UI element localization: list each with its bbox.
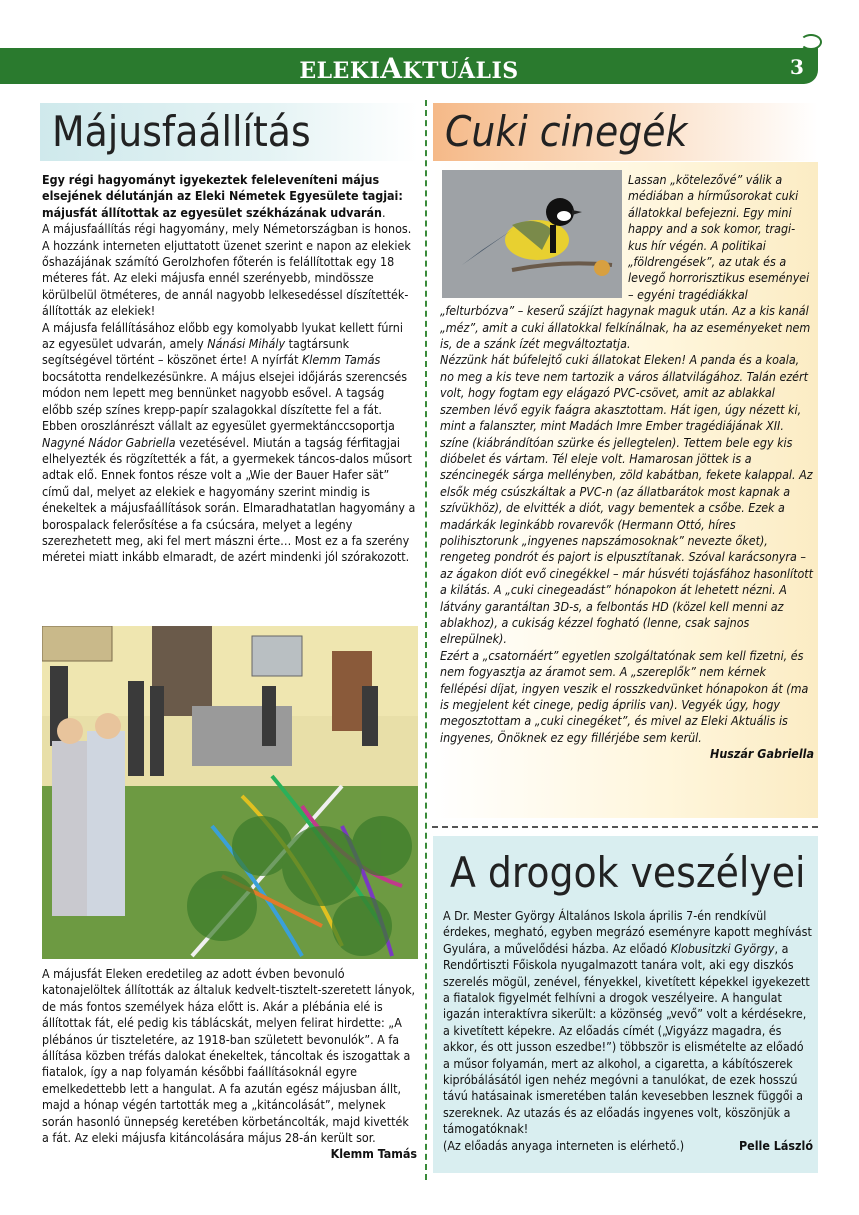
majusfa-lead: Egy régi hagyományt igyekeztek feleleveníteni május elsejének délutánján az Eleki Németek Egyesülete tagjai: májusfát állítottak az egyesület székházának udvarán bbox=[42, 172, 403, 220]
cinege-paragraph-2: Nézzünk hát búfelejtő cuki állatokat Eleken! A panda és a koala, no meg a kis teve nem tartozik a város állatvilágához. Talán ezért volt, hogy fogtam egy elágazó PVC-csövet, amit az ablakkal szemben lévő egyik faágra akasztottam. Hát igen, úgy nézett ki, mint a falanszter, mint Madách Imre Ember tragédiájának XII. színe (kiábrándítóan szürke és jellegtelen). Tettem bele egy kis dióbelet és vártam. Tél eleje volt. Hamarosan jöttek is a széncinegék sárga mellényben, zöld kabátban, fekete kalappal. Az elsők még csúszkáltak a PVC-n (az állatbarátok most kapnak a szívükhöz), de elvitték a diót, vagy bementek a csőbe. Ezek a madárkák leginkább rovarevők (Hermann Ottó, híres polihisztorunk „ingyenes napszámosoknak” nevezte őket), rengeteg pondrót és pajort is elpusztítanak. Szóval karácsonyra – az ágakon diót evő cinegékkel – már húsvéti tojásfához hasonlított a kilátás. A „cuki cinegeadást” hónapokon át lehetett nézni. A látvány garantáltan 3D-s, a felbontás HD (közel kell menni az ablakhoz), a cukiság kézzel fogható (lenne, csak sajnos elrepülnek). bbox=[440, 352, 814, 647]
cinege-title-band bbox=[433, 103, 818, 161]
majusfa-paragraph-1: A májusfaállítás régi hagyomány, mely Németországban is honos. A hozzánk interneten eljuttatott üzenet szerint e napon az elekiek őshazájának számító Gerolzhofen főterén is felállítottak egy 18 méteres fát. Az eleki májusfa ennél szerényebb, mindössze körülbelül ötméteres, de annál nagyobb lelkesedéssel díszítették- állították az elekiek! bbox=[42, 221, 412, 319]
cinege-author: Huszár Gabriella bbox=[710, 746, 814, 762]
maypole-photo bbox=[42, 626, 418, 959]
majusfa-author: Klemm Tamás bbox=[330, 1146, 417, 1162]
majusfa-title-band bbox=[40, 103, 418, 161]
cinege-paragraph-1: Lassan „kötelezővé” válik a médiában a hírműsorokat cuki állatokkal befejezni. Egy mini happy and a sok komor, tragi- kus hír végén. A politikai „földrengések”, az utak és a levegő horrorisztikus eseményei – egyéni tragédiákkal „felturbózva” – keserű szájízt hagynak maguk után. Az a kis kanál „méz”, amit a cuki állatokkal felkínálnak, ha az eseményeket nem is, de a szánk ízét megváltoztatja. bbox=[440, 172, 811, 352]
photo-wrap-spacer bbox=[440, 172, 628, 296]
majusfa-article-bottom bbox=[42, 966, 417, 1163]
newspaper-title: ELEKIAKTUÁLIS bbox=[299, 52, 519, 85]
drog-article bbox=[443, 908, 813, 1154]
majusfa-paragraph-3: A májusfát Eleken eredetileg az adott évben bevonuló katonajelöltek állították az általuk kedvelt-tisztelt-szeretett lányok, de más fontos személyek háza előtt is. Akár a plébánia elé is állítottak fát, elé pedig kis táblácskát, melyen felirat hirdette: „A plébános úr tiszteletére, az 1918-ban született bevonulók”. A fa állítása közben tréfás dalokat énekeltek, táncoltak és iszogattak a fiatalok, így a nap folyamán későbbi faállításoknál egyre emelkedettebb lett a hangulat. A fa azután egész májusban állt, majd a hónap végén tartották meg a „kitáncolását”, melynek során hasonló ünnepség keretében körbetáncolták, majd kivették a fát. Az eleki májusfa kitáncolására május 28-án került sor. bbox=[42, 966, 416, 1146]
majusfa-article-top: Egy régi hagyományt igyekeztek feleleveníteni május elsejének délutánján az Eleki Németek Egyesülete tagjai: májusfát állítottak az egyesület székházának udvarán. A májusfaállítás régi hagyomány, mely Németországban is honos. A hozzánk interneten eljuttatott üzenet szerint e napon az elekiek őshazájának számító Gerolzhofen főterén is felállítottak egy 18 méteres fát. Az eleki májusfa ennél szerényebb, mindössze körülbelül ötméteres, de annál nagyobb lelkesedéssel díszítették- állították az elekiek! A májusfa felállításához előbb egy komolyabb lyukat kellett fúrni az egyesület udvarán, amely Nánási Mihály tagtársunk segítségével történt – köszönet érte! A nyírfát Klemm Tamás bocsátotta rendelkezésünkre. A május elsejei időjárás szerencsés módon nem lepett meg bennünket nagyobb esővel. A tagság előbb szép színes krepp-papír szalagokkal díszítette fel a fát. Ebben oroszlánrészt vállalt az egyesület gyermektánccsoportja Nagyné Nádor Gabriella vezetésével. Miután a tagság férfitagjai elhelyezték és rögzítették a fát, a gyermekek táncos-dalos műsort adtak elő. Ennek fontos része volt a „Wie der Bauer Hafer sät” című dal, melyet az elekiek e hagyomány szerint mindig is énekeltek a májusfaállítások során. Elmaradhatatlan hagyomány a borospalack felerősítése a fa csúcsára, melyet a legény szerezhetett meg, aki fel mert mászni érte… Most ez a fa szerény méretei miatt inkább elmaradt, de azért mindenki jól szórakozott. bbox=[42, 172, 416, 565]
drog-paragraph-1: A Dr. Mester György Általános Iskola április 7-én rendkívül érdekes, megható, egyben megrázó eseményre kapott meghívást Gyulára, a művelődési házba. Az előadó Klobusitzki György, a Rendőrtiszti Főiskola nyugalmazott tanára volt, aki egy diszkós szerelés mögül, zenével, fényekkel, kivetített képekkel igyekezett a fiatalok figyelmét felhívni a drogok veszélyeire. A hangulat igazán interaktívra sikerült: a közönség „vevő” volt a kérdésekre, a kivetített képekre. Az előadás címét („Vigyázz magadra, és akkor, és ott jusson eszedbe!”) többször is elismételte az előadó a műsor folyamán, mert az alkohol, a cigaretta, a kábítószerek kipróbálásától igen nehéz megóvni a tanulókat, de ezek hosszú távú hatásainak ismeretében talán kevesebben lesznek függői a szereknek. Az utazás és az előadás ingyenes volt, köszönjük a támogatóknak! bbox=[443, 908, 812, 1137]
cinege-title: Cuki cinegék bbox=[445, 107, 688, 156]
majusfa-paragraph-2: A májusfa felállításához előbb egy komolyabb lyukat kellett fúrni az egyesület udvarán, amely Nánási Mihály tagtársunk segítségével történt – köszönet érte! A nyírfát Klemm Tamás bocsátotta rendelkezésünkre. A május elsejei időjárás szerencsés módon nem lepett meg bennünket nagyobb esővel. A tagság előbb szép színes krepp-papír szalagokkal díszítette fel a fát. Ebben oroszlánrészt vállalt az egyesület gyermektánccsoportja Nagyné Nádor Gabriella vezetésével. Miután a tagság férfitagjai elhelyezték és rögzítették a fát, a gyermekek táncos-dalos műsort adtak elő. Ennek fontos része volt a „Wie der Bauer Hafer sät” című dal, melyet az elekiek e hagyomány szerint mindig is énekeltek a májusfaállítások során. Elmaradhatatlan hagyomány a borospalack felerősítése a fa csúcsára, melyet a legény szerezhetett meg, aki fel mert mászni érte… Most ez a fa szerény méretei miatt inkább elmaradt, de azért mindenki jól szórakozott. bbox=[42, 319, 416, 565]
column-divider bbox=[425, 100, 427, 1180]
drog-title: A drogok veszélyei bbox=[450, 848, 806, 897]
cinege-paragraph-3: Ezért a „csatornáért” egyetlen szolgáltatónak sem kell fizetni, és nem fogyasztja az áramot sem. A „szereplők” nem kérnek fellépési díjat, ingyen veszik el rosszkedvünket hónapokon át (ma is megjelent két cinege, pedig április van). Vegyék úgy, hogy megosztottam a „cuki cinegéket”, és mivel az Eleki Aktuális is ingyenes, Önöknek ez egy fillérjébe sem kerül. bbox=[440, 647, 809, 745]
drog-author: Pelle László bbox=[738, 1137, 813, 1153]
cinege-article bbox=[440, 172, 814, 763]
page-number: 3 bbox=[790, 55, 804, 79]
section-divider bbox=[432, 826, 818, 828]
majusfa-title: Májusfaállítás bbox=[52, 107, 311, 156]
drog-paragraph-2: (Az előadás anyaga interneten is elérhető.) bbox=[443, 1137, 685, 1153]
